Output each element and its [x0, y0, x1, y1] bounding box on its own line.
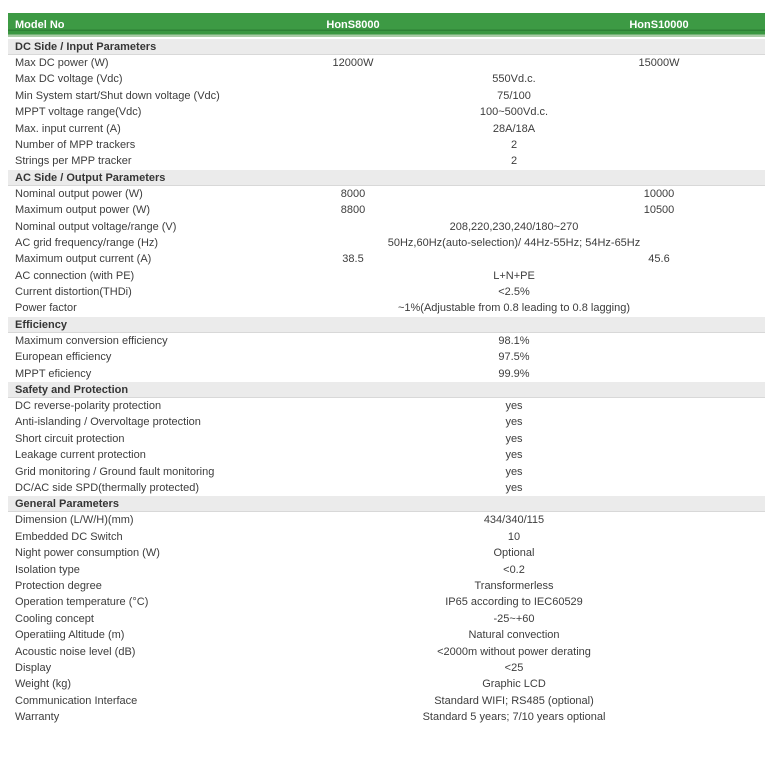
row-value-shared: yes [505, 416, 523, 429]
spec-row [8, 611, 765, 627]
row-label: Current distortion(THDi) [15, 286, 132, 299]
spec-row [8, 562, 765, 578]
spec-row [8, 545, 765, 561]
row-value-shared: 2 [510, 138, 518, 151]
row-value-shared: Standard WIFI; RS485 (optional) [434, 694, 594, 707]
spec-row [8, 349, 765, 365]
row-value-shared: <2000m without power derating [437, 645, 591, 658]
section-header: AC Side / Output Parameters [8, 170, 765, 186]
spec-row [8, 268, 765, 284]
row-label: Power factor [15, 302, 77, 315]
row-label: Nominal output voltage/range (V) [15, 220, 177, 233]
spec-row [8, 644, 765, 660]
row-value-shared: yes [505, 465, 523, 478]
row-label: Min System start/Shut down voltage (Vdc) [15, 89, 220, 102]
section-header: Efficiency [8, 317, 765, 333]
spec-row [8, 235, 765, 251]
row-value-model2: 10500 [643, 204, 675, 217]
spec-row [8, 414, 765, 430]
row-label: Warranty [15, 711, 60, 724]
spec-row [8, 219, 765, 235]
spec-row [8, 55, 765, 71]
row-label: Night power consumption (W) [15, 547, 160, 560]
row-label: Weight (kg) [15, 678, 72, 691]
section-header: Safety and Protection [8, 382, 765, 398]
row-label: Protection degree [15, 579, 102, 592]
row-value-model1: 38.5 [342, 253, 364, 266]
row-label: Maximum conversion efficiency [15, 334, 168, 347]
spec-row [8, 464, 765, 480]
row-value-shared: 28A/18A [492, 122, 536, 135]
row-value-shared: ~1%(Adjustable from 0.8 leading to 0.8 lagging) [397, 302, 631, 315]
row-label: Maximum output current (A) [15, 253, 152, 266]
spec-row [8, 366, 765, 382]
row-label: Strings per MPP tracker [15, 155, 132, 168]
row-label: Grid monitoring / Ground fault monitoring [15, 465, 215, 478]
row-label: Operation temperature (°C) [15, 596, 149, 609]
row-label: Acoustic noise level (dB) [15, 645, 136, 658]
row-label: European efficiency [15, 351, 112, 364]
row-value-shared: Standard 5 years; 7/10 years optional [422, 711, 606, 724]
spec-row [8, 88, 765, 104]
spec-row [8, 398, 765, 414]
spec-row [8, 333, 765, 349]
row-value-shared: 550Vd.c. [492, 73, 536, 86]
header-model-label: Model No [15, 19, 65, 31]
spec-row [8, 284, 765, 300]
row-value-shared: 208,220,230,240/180~270 [449, 220, 579, 233]
table-body [8, 39, 765, 725]
row-value-shared: yes [505, 400, 523, 413]
header-model-1: HonS8000 [326, 19, 380, 31]
table-header-row [8, 13, 765, 37]
spec-row [8, 121, 765, 137]
section-header: DC Side / Input Parameters [8, 39, 765, 55]
row-label: Number of MPP trackers [15, 138, 136, 151]
row-value-shared: <2.5% [498, 286, 530, 299]
spec-row [8, 431, 765, 447]
spec-row [8, 676, 765, 692]
row-value-shared: -25~+60 [493, 612, 535, 625]
row-label: Display [15, 661, 52, 674]
row-label: Max DC power (W) [15, 57, 109, 69]
spec-row [8, 578, 765, 594]
row-value-shared: <0.2 [503, 563, 525, 576]
row-value-model2: 10000 [643, 187, 675, 200]
row-label: Max. input current (A) [15, 122, 121, 135]
row-value-shared: L+N+PE [493, 269, 535, 282]
spec-row [8, 529, 765, 545]
row-value-shared: 75/100 [497, 89, 531, 102]
row-value-model1: 8800 [340, 204, 366, 217]
row-label: AC grid frequency/range (Hz) [15, 236, 159, 249]
row-label: Short circuit protection [15, 432, 125, 445]
spec-row [8, 251, 765, 267]
row-value-shared: 434/340/115 [483, 514, 545, 527]
row-label: Max DC voltage (Vdc) [15, 73, 123, 86]
spec-row [8, 594, 765, 610]
row-value-shared: 2 [510, 155, 518, 168]
row-label: MPPT eficiency [15, 367, 92, 380]
row-value-shared: Transformerless [474, 579, 554, 592]
row-label: AC connection (with PE) [15, 269, 135, 282]
row-label: Dimension (L/W/H)(mm) [15, 514, 134, 527]
row-value-model1: 8000 [340, 187, 366, 200]
spec-row [8, 693, 765, 709]
row-value-shared: 99.9% [498, 367, 530, 380]
row-label: DC reverse-polarity protection [15, 400, 162, 413]
spec-row [8, 104, 765, 120]
section-header: General Parameters [8, 496, 765, 512]
spec-row [8, 202, 765, 218]
spec-row [8, 447, 765, 463]
row-value-model2: 15000W [638, 57, 680, 69]
spec-row [8, 627, 765, 643]
row-value-shared: yes [505, 432, 523, 445]
header-model-2: HonS10000 [629, 19, 689, 31]
row-label: Nominal output power (W) [15, 187, 143, 200]
row-label: Cooling concept [15, 612, 94, 625]
row-value-model2: 45.6 [648, 253, 670, 266]
spec-row [8, 709, 765, 725]
row-label: DC/AC side SPD(thermally protected) [15, 481, 200, 494]
spec-row [8, 480, 765, 496]
row-value-model1: 12000W [332, 57, 374, 69]
row-value-shared: Optional [493, 547, 535, 560]
row-value-shared: 100~500Vd.c. [479, 106, 549, 119]
row-label: Maximum output power (W) [15, 204, 151, 217]
spec-table [8, 13, 765, 725]
row-label: Operatiing Altitude (m) [15, 629, 125, 642]
row-label: MPPT voltage range(Vdc) [15, 106, 142, 119]
row-value-shared: Natural convection [468, 629, 560, 642]
row-value-shared: 50Hz,60Hz(auto-selection)/ 44Hz-55Hz; 54Hz-65Hz [387, 236, 641, 249]
row-value-shared: Graphic LCD [482, 678, 546, 691]
row-label: Embedded DC Switch [15, 530, 123, 543]
spec-row [8, 153, 765, 169]
row-value-shared: yes [505, 449, 523, 462]
row-value-shared: 97.5% [498, 351, 530, 364]
spec-row [8, 300, 765, 316]
row-value-shared: 98.1% [498, 334, 530, 347]
row-value-shared: yes [505, 481, 523, 494]
row-label: Leakage current protection [15, 449, 146, 462]
row-label: Isolation type [15, 563, 80, 576]
row-label: Anti-islanding / Overvoltage protection [15, 416, 201, 429]
spec-row [8, 512, 765, 528]
spec-row [8, 186, 765, 202]
row-label: Communication Interface [15, 694, 138, 707]
row-value-shared: 10 [507, 530, 521, 543]
spec-row [8, 137, 765, 153]
row-value-shared: IP65 according to IEC60529 [445, 596, 583, 609]
row-value-shared: <25 [504, 661, 524, 674]
spec-row [8, 660, 765, 676]
spec-row [8, 71, 765, 87]
